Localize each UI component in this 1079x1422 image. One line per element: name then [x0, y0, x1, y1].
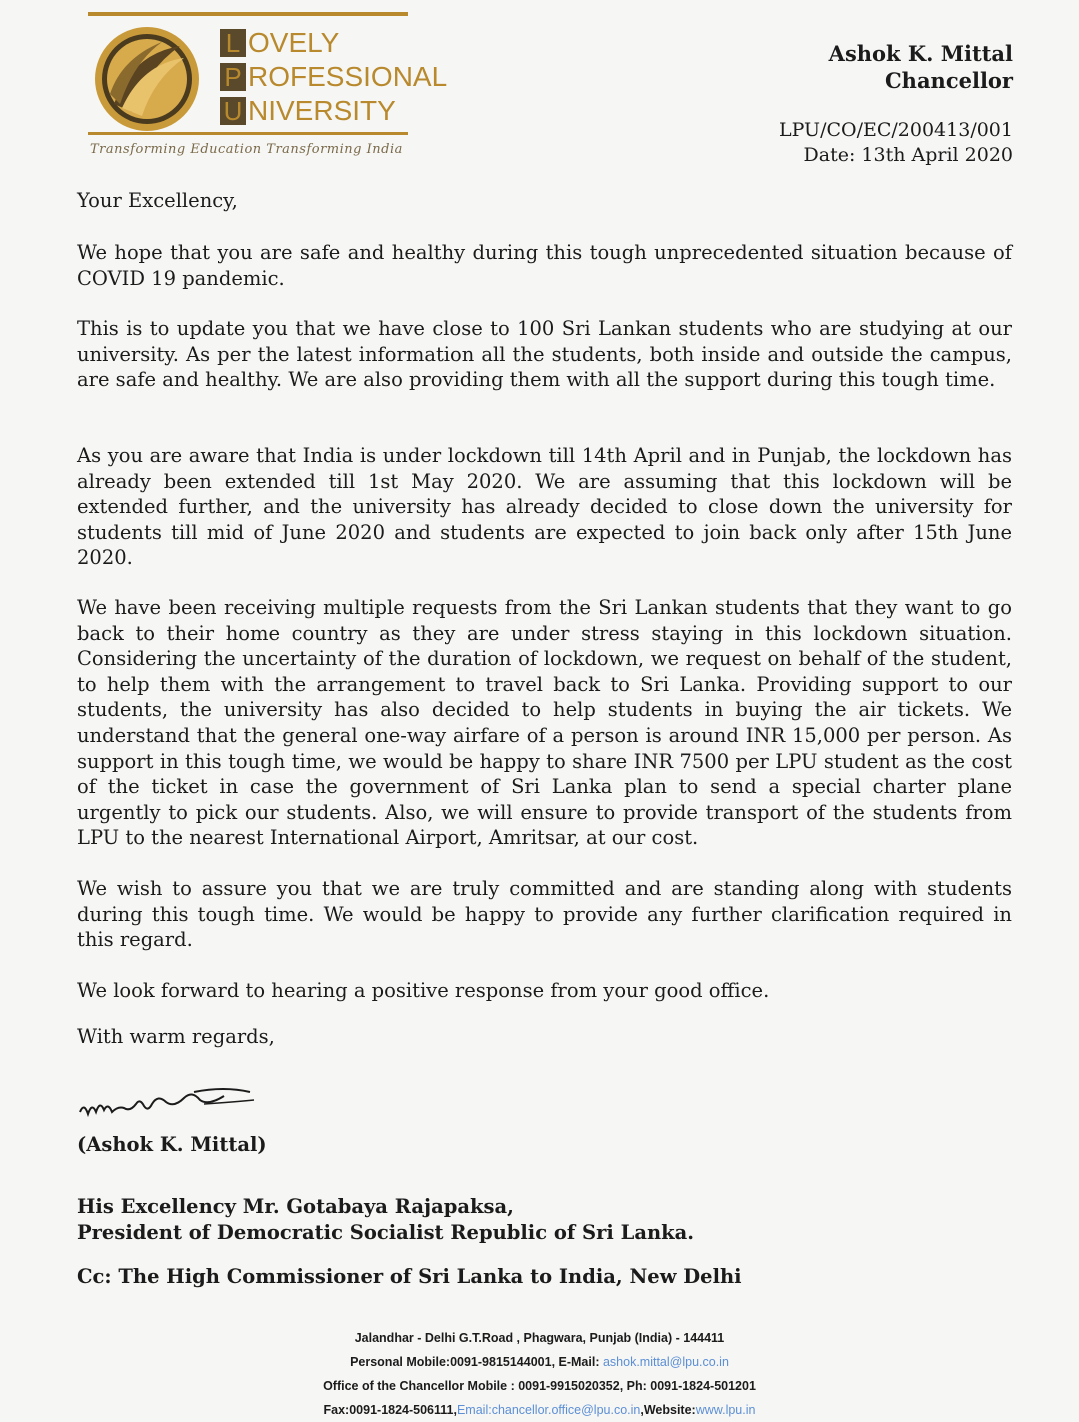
reference-block: [779, 118, 1013, 168]
logo-rule-bottom: [88, 132, 408, 135]
letter-date: Date: 13th April 2020: [803, 144, 1013, 166]
sender-name: Ashok K. Mittal: [828, 41, 1013, 66]
logo-line-university: [220, 94, 447, 128]
footer-office: Office of the Chancellor Mobile : 0091-9915020352, Ph: 0091-1824-501201: [323, 1379, 756, 1393]
logo-initial: U: [220, 97, 246, 125]
logo-initial: P: [220, 63, 246, 91]
footer-fax: Fax:0091-1824-506111,: [323, 1403, 457, 1417]
footer-personal: [0, 1350, 1079, 1374]
footer-address: Jalandhar - Delhi G.T.Road , Phagwara, Punjab (India) - 144411: [354, 1331, 725, 1345]
personal-email-link[interactable]: ashok.mittal@lpu.co.in: [602, 1355, 729, 1369]
sender-block: [829, 40, 1013, 94]
logo-word: OVELY: [248, 27, 340, 58]
emblem-icon: [92, 24, 202, 134]
footer-email-label: Email:: [456, 1403, 492, 1417]
paragraph-5: We wish to assure you that we are truly committed and are standing along with students during this tough time. We would be happy to provide any further clarification required in this regard.: [77, 877, 1012, 952]
signatory-name: (Ashok K. Mittal): [77, 1133, 267, 1156]
university-logo: [84, 12, 448, 170]
recipient-line-1: His Excellency Mr. Gotabaya Rajapaksa,: [77, 1195, 514, 1218]
salutation: Your Excellency,: [77, 189, 238, 212]
footer-personal-mobile: Personal Mobile:0091-9815144001, E-Mail:: [350, 1355, 603, 1369]
footer-website-label: ,Website:: [640, 1403, 696, 1417]
logo-line-professional: [220, 60, 447, 94]
paragraph-4: We have been receiving multiple requests from the Sri Lankan students that they want to go back to their home country as they are under stress staying in this lockdown situation. Considering the uncertainty of the duration of lockdown, we request on behalf of the student, to help them with the arrangement to travel back to Sri Lanka. Providing support to our students, the university has also decided to help students in buying the air tickets. We understand that the general one-way airfare of a person is around INR 15,000 per person. As support in this tough time, we would be happy to share INR 7500 per LPU student as the cost of the ticket in case the government of Sri Lanka plan to send a special charter plane urgently to pick our students. Also, we will ensure to provide transport of the students from LPU to the nearest International Airport, Amritsar, at our cost.: [77, 596, 1012, 850]
paragraph-6: We look forward to hearing a positive response from your good office.: [77, 979, 770, 1002]
website-link[interactable]: www.lpu.in: [695, 1403, 756, 1417]
logo-wordmark: [220, 26, 447, 128]
logo-initial: L: [220, 29, 246, 57]
reference-number: LPU/CO/EC/200413/001: [778, 119, 1013, 141]
footer-contact: [0, 1398, 1079, 1422]
logo-tagline: Transforming Education Transforming India: [90, 142, 403, 157]
paragraph-3: As you are aware that India is under lockdown till 14th April and in Punjab, the lockdown has already been extended till 1st May 2020. We are assuming that this lockdown will be extended further, and the university has already decided to close down the university for students till mid of June 2020 and students are expected to join back only after 15th June 2020.: [77, 444, 1012, 570]
logo-word: NIVERSITY: [248, 95, 396, 126]
paragraph-1: We hope that you are safe and healthy during this tough unprecedented situation because of COVID 19 pandemic.: [77, 241, 1012, 290]
closing: With warm regards,: [77, 1025, 275, 1048]
recipient-line-2: President of Democratic Socialist Republic of Sri Lanka.: [77, 1221, 695, 1244]
sender-title: Chancellor: [884, 68, 1013, 93]
office-email-link[interactable]: chancellor.office@lpu.co.in: [491, 1403, 641, 1417]
logo-line-lovely: [220, 26, 447, 60]
cc-line: Cc: The High Commissioner of Sri Lanka to India, New Delhi: [77, 1265, 742, 1288]
logo-rule-top: [88, 12, 408, 16]
logo-word: ROFESSIONAL: [248, 61, 448, 92]
signature-icon: [74, 1072, 284, 1132]
paragraph-2: This is to update you that we have close to 100 Sri Lankan students who are studying at our university. As per the latest information all the students, both inside and outside the campus, are safe and healthy. We are also providing them with all the support during this tough time.: [77, 317, 1012, 392]
